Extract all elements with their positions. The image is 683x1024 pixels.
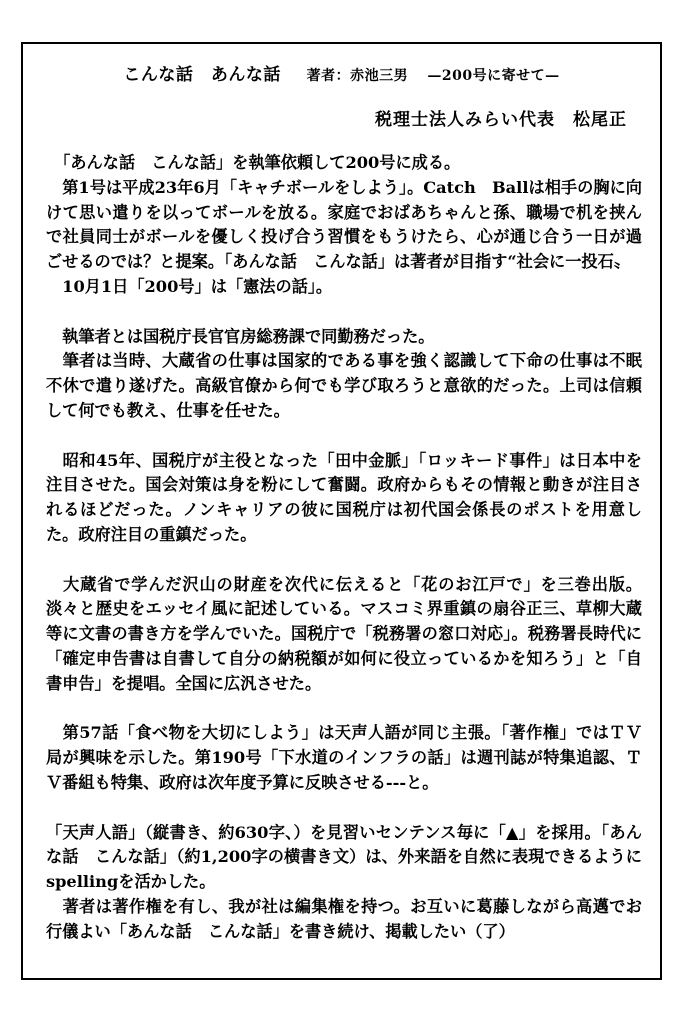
paragraph: 著者は著作権を有し、我が社は編集権を持つ。お互いに葛藤しながら高邁でお行儀よい「あんな話 こんな話」を書き続け、掲載したい（了）: [46, 896, 642, 941]
paragraph: 執筆者とは国税庁長官官房総務課で同勤務だった。: [46, 326, 435, 346]
paragraph: 大蔵省で学んだ沢山の財産を次代に伝えると「花のお江戸で」を三巻出版。淡々と歴史をエッセイ風に記述している。マスコミ界重鎮の扇谷正三、草柳大蔵等に文書の書き方を学んでいた。国税庁で「税務署の窓口対応」。税務署長時代に「確定申告書は自書して自分の納税額が如何に役立っているかを知ろう」と「自書申告」を提唱。全国に広汎させた。: [46, 574, 642, 693]
paragraph: 「あんな話 こんな話」を執筆依頼して200号に成る。: [46, 153, 461, 172]
article-title: こんな話 あんな話: [123, 65, 281, 85]
paragraph: 「天声人語」（縦書き、約630字、）を見習いセンテンス毎に「▲」を採用。「あんな話 こんな話」（約1,200字の横書き文）は、外来語を自然に表現できるようにspellingを活かした。: [46, 822, 642, 892]
paragraph: 第1号は平成23年6月「キャチボールをしよう」。Catch Ballは相手の胸に向けて思い遣りを以ってボールを放る。家庭でおばあちゃんと孫、職場で机を挟んで社員同士がボールを優しく投げ合う習慣をもうけたら、心が通じ合う一日が過ごせるのでは？と提案。「あんな話 こんな話」は著者が目指す“社会に一投石〟: [46, 177, 642, 272]
article-body: [46, 151, 642, 945]
paragraph: 10月1日「200号」は「憲法の話」。: [46, 276, 333, 296]
paragraph: 昭和45年、国税庁が主役となった「田中金脈」「ロッキード事件」は日本中を注目させた。国会対策は身を粉にして奮闘。政府からもその情報と動きが注目されるほどだった。ノンキャリアの彼に国税庁は初代国会係長のポストを用意した。政府注目の重鎮だった。: [46, 450, 642, 544]
article-author: 著者：赤池三男: [306, 68, 409, 84]
paragraph-spacer: [46, 300, 642, 325]
paragraph: 筆者は当時、大蔵省の仕事は国家的である事を強く認識して下命の仕事は不眠不休で遣り遂げた。高級官僚から何でも学び取ろうと意欲的だった。上司は信頼して何でも教え、仕事を任せた。: [46, 351, 642, 420]
paragraph-spacer: [46, 548, 642, 573]
paragraph-spacer: [46, 796, 642, 821]
paragraph: 第57話「食べ物を大切にしよう」は天声人語が同じ主張。「著作権」ではＴＶ局が興味を示した。第190号「下水道のインフラの話」は週刊誌が特集追認、ＴＶ番組も特集、政府は次年度予算に反映させる---と。: [46, 723, 642, 792]
article-header: [0, 60, 683, 85]
paragraph-spacer: [46, 424, 642, 449]
paragraph-spacer: [46, 697, 642, 722]
article-subtitle: —200号に寄せて—: [427, 68, 560, 84]
author-affiliation: 税理士法人みらい代表 松尾正: [375, 110, 627, 130]
